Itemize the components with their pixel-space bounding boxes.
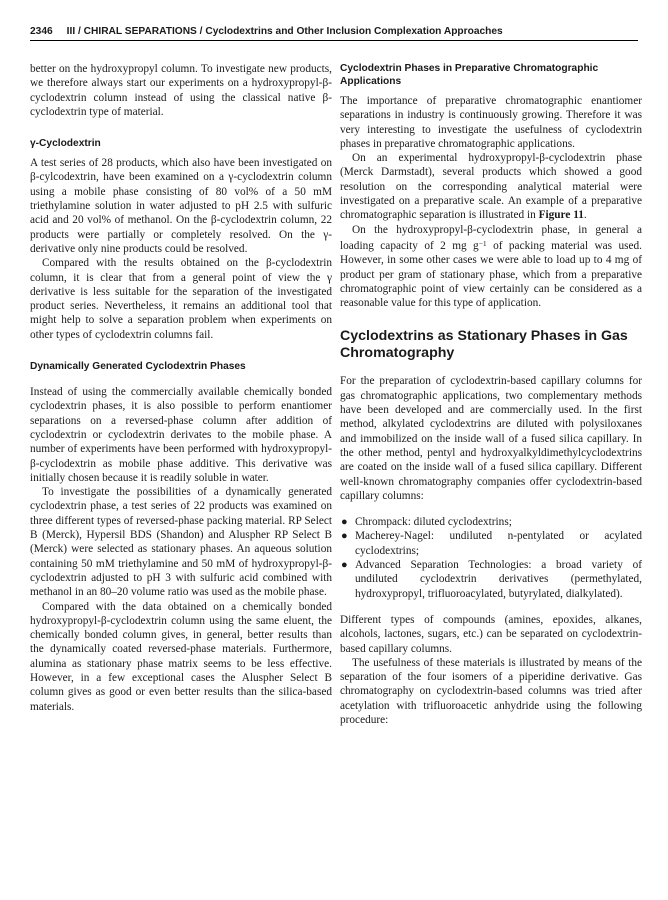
bullet-icon: ● xyxy=(341,516,348,529)
paragraph-gamma-2: Compared with the results obtained on the β-cyclodextrin column, it is clear that from a general point of view the γ derivative is less suitable for the separation of the investigated product series. Nevertheless, it remains an additional tool that might help to solve a separation problem when experiments on other types of cyclodextrin columns fail. xyxy=(30,257,332,341)
paragraph-prep-2 xyxy=(340,151,642,222)
paragraph-dynamic-3: Compared with the data obtained on a chemically bonded hydroxypropyl-β-cyclodextrin column using the same eluent, the chemically bonded column gives, in general, better results than the dynamically coated reversed-phase materials. Furthermore, alumina as stationary phase matrix seems to be less effective. However, in a few exceptional cases the Aluspher Select B column gives as good or even better results than the silica-based materials. xyxy=(30,600,332,713)
paragraph-prep-2-end: . xyxy=(583,209,587,222)
running-header xyxy=(30,26,638,41)
paragraph-intro: better on the hydroxypropyl column. To investigate new products, we therefore always start our experiments on a hydroxypropyl-β-cyclodextrin column instead of using the classical native β-cyclodextrin type of material. xyxy=(30,63,332,118)
paragraph-prep-3-text-a: On the hydroxypropyl-β-cyclodextrin phase, in general a loading capacity of 2 mg g xyxy=(340,223,642,252)
paragraph-gc-1: For the preparation of cyclodextrin-based capillary columns for gas chromatographic applications, two complementary methods have been developed and are commercially used. In the first method, alkylated cyclodextrins are diluted with polysiloxanes and immobilized on the inside wall of a fused silica capillary. In the other method, pentyl and hydroxyalkyldimethylcyclodextrins are coated on the inside wall of a fused silica capillary. Different well-known chromatography companies offer cyclodextrin-based capillary columns: xyxy=(340,375,642,502)
heading-preparative: Cyclodextrin Phases in Preparative Chromatographic Applications xyxy=(340,63,599,87)
paragraph-prep-1: The importance of preparative chromatographic enantiomer separations in industry is continuously growing. Therefore it was very interesting to investigate the usefulness of cyclodextrin phases in preparative chromatographic applications. xyxy=(340,95,642,150)
list-item xyxy=(340,558,642,601)
list-item xyxy=(340,515,642,529)
paragraph-prep-3 xyxy=(340,223,642,311)
vendor-list xyxy=(340,515,642,601)
paragraph-gc-3: The usefulness of these materials is illustrated by means of the separation of the four isomers of a piperidine derivative. Gas chromatography on cyclodextrin-based columns was tried after acetylation with trifluoroacetic anhydride using the following procedure: xyxy=(340,656,642,726)
paragraph-dynamic-2: To investigate the possibilities of a dynamically generated cyclodextrin phase, a test series of 22 products was examined on three different types of reversed-phase packing material. RP Select B (Merck), Hypersil BDS (Shandon) and Aluspher RP Select B (Merck) were selected as stationary phases. An aqueous solution containing 50 mM triethylamine and 50 mM of hydroxypropyl-β-cyclodextrin adjusted to pH 3 with sulfuric acid combined with methanol in an 80–20 volume ratio was used as the mobile phase. xyxy=(30,486,332,599)
list-item-text: Macherey-Nagel: undiluted n-pentylated or acylated cyclodextrins; xyxy=(355,530,642,557)
list-item-text: Chrompack: diluted cyclodextrins; xyxy=(355,516,512,529)
bullet-icon: ● xyxy=(341,559,348,572)
list-item-text: Advanced Separation Technologies: a broad variety of undiluted cyclodextrin derivatives (permethylated, hydroxypropyl, trifluoroacylated, butyrylated, dialkylated). xyxy=(355,559,642,600)
figure-reference: Figure 11 xyxy=(538,209,584,222)
right-column xyxy=(340,62,642,727)
superscript-minus-one: −1 xyxy=(478,238,487,248)
paragraph-dynamic-1: Instead of using the commercially available chemically bonded cyclodextrin phases, it is also possible to perform enantiomer separations on a reversed-phase column after addition of cyclodextrin or cyclodextrin derivates to the mobile phase. A number of experiments have been performed with hydroxypropyl-β-cyclodextrin as mobile phase additive. This derivative was initially chosen because it is readily soluble in water. xyxy=(30,386,332,484)
left-column xyxy=(30,62,332,714)
heading-gas-chromatography: Cyclodextrins as Stationary Phases in Gas Chromatography xyxy=(340,328,628,362)
paragraph-gamma-1: A test series of 28 products, which also have been investigated on β-cylcodextrin, have been examined on a γ-cyclodextrin column using a mobile phase consisting of 80 vol% of a 50 mM triethylamine solution in water adjusted to pH 2.5 with sulfuric acid and 20 vol% of methanol. On the β-cyclodextrin column, 22 products were partially or completely resolved. On the γ-derivative only nine products could be resolved. xyxy=(30,157,332,255)
heading-dynamic-phases: Dynamically Generated Cyclodextrin Phases xyxy=(30,361,246,373)
page-number: 2346 xyxy=(30,26,53,37)
running-title: III / CHIRAL SEPARATIONS / Cyclodextrins and Other Inclusion Complexation Approaches xyxy=(66,26,503,37)
bullet-icon: ● xyxy=(341,530,348,543)
paragraph-prep-2-text: On an experimental hydroxypropyl-β-cyclodextrin phase (Merck Darmstadt), several products which showed a good resolution on the corresponding analytical material were investigated on a preparative scale. An example of a preparative chromatographic separation is illustrated in xyxy=(340,152,642,222)
heading-gamma-cyclodextrin: γ-Cyclodextrin xyxy=(30,138,101,150)
paragraph-prep-3-text-b: of packing material was used. However, in some other cases we were able to load up to 4 mg of product per gram of stationary phase, which from a preparative chromatographic point of view certainly can be considered as a reasonable value for this type of application. xyxy=(340,239,643,310)
list-item xyxy=(340,529,642,558)
paragraph-gc-2: Different types of compounds (amines, epoxides, alkanes, alcohols, lactones, sugars, etc.) can be separated on cyclodextrin-based capillary columns. xyxy=(340,613,642,655)
